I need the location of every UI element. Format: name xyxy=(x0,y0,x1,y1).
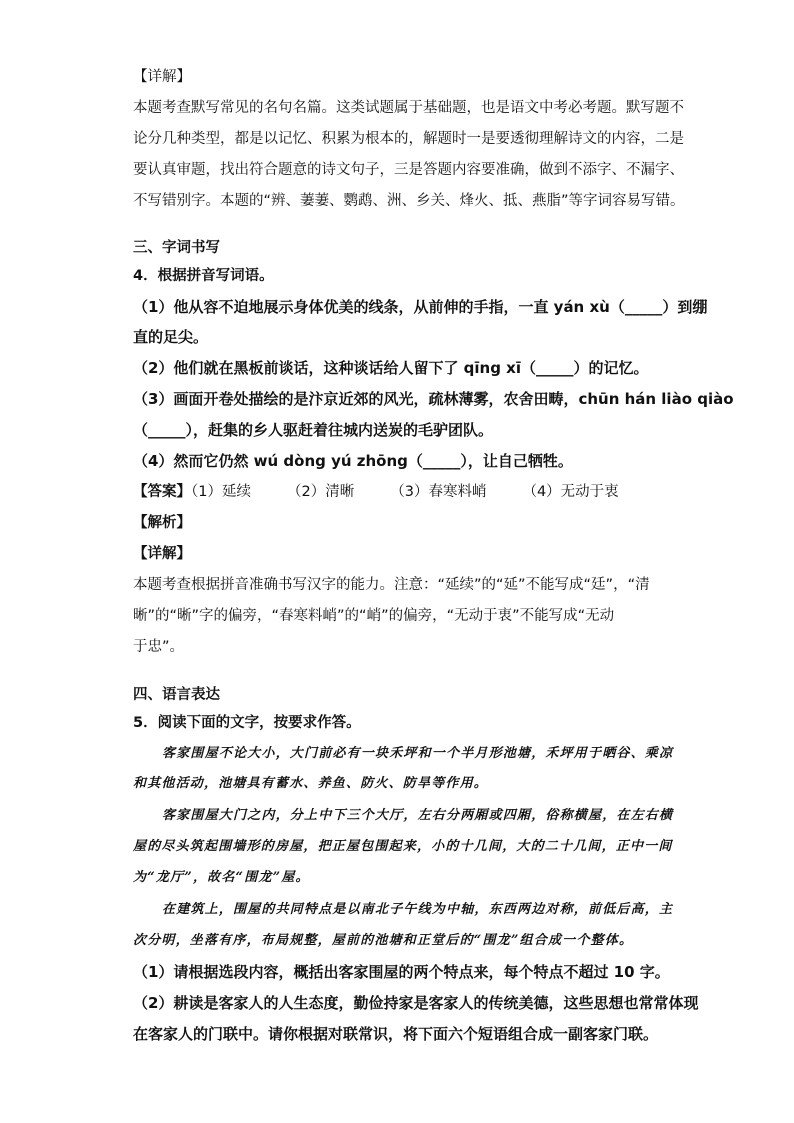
answer-item: （3）春寒料峭 xyxy=(390,484,487,500)
passage-line: 为“龙厅”，故名“围龙”屋。 xyxy=(133,870,310,885)
question-item: （4）然而它仍然 wú dòng yú zhōng（_____），让自己牺牲。 xyxy=(133,452,573,470)
question-item: （2）耕读是客家人的人生态度，勤俭持家是客家人的传统美德，这些思想也常常体现 xyxy=(133,994,699,1012)
question-item: （1）他从容不迫地展示身体优美的线条，从前伸的手指，一直 yán xù（_____）到绷 xyxy=(133,298,708,316)
question-item: （3）画面开卷处描绘的是汴京近郊的风光，疏林薄雾，农舍田畴，chūn hán liào qiào xyxy=(133,390,734,408)
paragraph-line: 晰”的“晰”字的偏旁，“春寒料峭”的“峭”的偏旁，“无动于衷”不能写成“无动 xyxy=(133,608,615,624)
paragraph-line: 于忠”。 xyxy=(133,639,185,655)
passage-line: 和其他活动，池塘具有蓄水、养鱼、防火、防旱等作用。 xyxy=(133,776,489,791)
passage-line: 次分明，坐落有序，布局规整，屋前的池塘和正堂后的“围龙”组合成一个整体。 xyxy=(133,933,634,948)
passage-line: 客家围屋大门之内，分上中下三个大厅，左右分两厢或四厢，俗称横屋，在左右横 xyxy=(162,808,674,823)
detail-heading: 【详解】 xyxy=(133,546,191,562)
answer-label: 【答案】 xyxy=(133,484,191,500)
answer-line xyxy=(133,482,619,502)
paragraph-line: 本题考查根据拼音准确书写汉字的能力。注意：“延续”的“延”不能写成“廷”，“清 xyxy=(133,577,650,593)
question-item: （2）他们就在黑板前谈话，这种谈话给人留下了 qīng xī（_____）的记忆。 xyxy=(133,359,649,377)
paragraph-line: 要认真审题，找出符合题意的诗文句子，三是答题内容要准确，做到不添字、不漏字、 xyxy=(133,162,684,178)
passage-line: 客家围屋不论大小，大门前必有一块禾坪和一个半月形池塘，禾坪用于晒谷、乘凉 xyxy=(162,746,674,761)
passage-line: 屋的尽头筑起围墙形的房屋，把正屋包围起来，小的十几间，大的二十几间，正中一间 xyxy=(133,839,673,854)
paragraph-line: 论分几种类型，都是以记忆、积累为根本的，解题时一是要透彻理解诗文的内容，二是 xyxy=(133,131,684,147)
question-title: 4．根据拼音写词语。 xyxy=(133,268,274,284)
paragraph-line: 本题考查默写常见的名句名篇。这类试题属于基础题，也是语文中考必考题。默写题不 xyxy=(133,100,684,116)
answer-item: （4）无动于衷 xyxy=(522,484,619,500)
question-item: （_____），赶集的乡人驱赶着往城内送炭的毛驴团队。 xyxy=(133,421,494,439)
section-title: 四、语言表达 xyxy=(133,687,220,703)
detail-heading: 【详解】 xyxy=(133,69,191,85)
question-item: 在客家人的门联中。请你根据对联常识，将下面六个短语组合成一副客家门联。 xyxy=(133,1025,659,1043)
answer-item: （1）延续 xyxy=(191,484,251,500)
question-title: 5．阅读下面的文字，按要求作答。 xyxy=(133,715,361,731)
question-item: （1）请根据选段内容，概括出客家围屋的两个特点来，每个特点不超过 10 字。 xyxy=(133,963,670,981)
answer-item: （2）清晰 xyxy=(286,484,355,500)
paragraph-line: 不写错别字。本题的“辨、萋萋、鹦鹉、洲、乡关、烽火、抵、燕脂”等字词容易写错。 xyxy=(133,193,685,209)
section-title: 三、字词书写 xyxy=(133,240,220,256)
question-item: 直的足尖。 xyxy=(133,328,209,346)
analysis-heading: 【解析】 xyxy=(133,515,191,531)
passage-line: 在建筑上，围屋的共同特点是以南北子午线为中轴，东西两边对称，前低后高，主 xyxy=(162,902,674,917)
